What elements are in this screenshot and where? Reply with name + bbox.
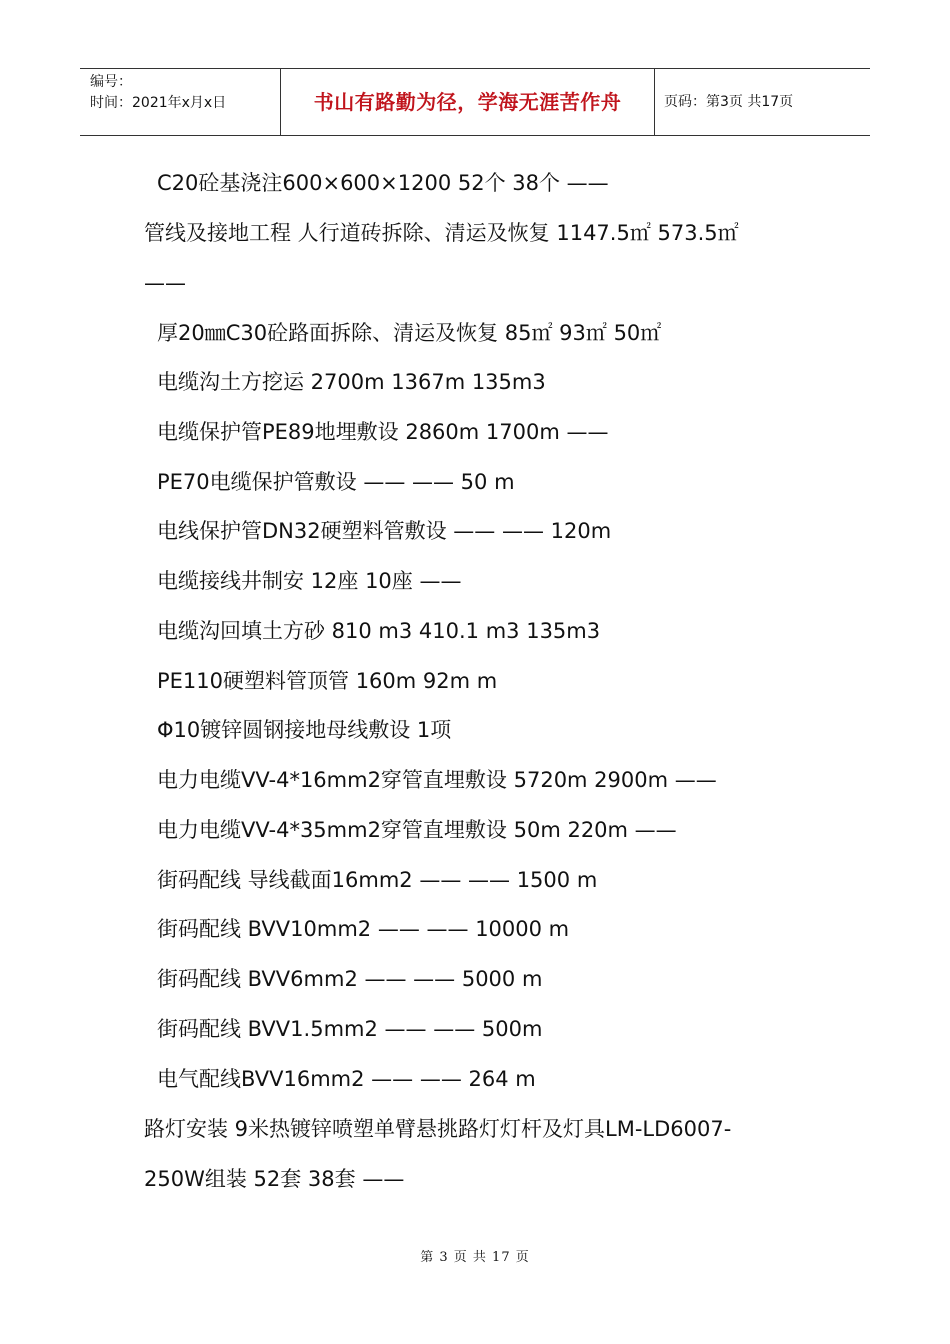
text-line: 电缆沟土方挖运 2700m 1367m 135m3 [157,370,546,394]
page-header [80,68,870,136]
text-line: 电缆接线井制安 12座 10座 —— [157,569,462,593]
text-line: 街码配线 BVV10mm2 —— —— 10000 m [157,917,570,941]
text-line: 电线保护管DN32硬塑料管敷设 —— —— 120m [157,519,612,543]
text-line: 厚20㎜C30砼路面拆除、清运及恢复 85㎡ 93㎡ 50㎡ [157,321,662,345]
text-line: 电气配线BVV16mm2 —— —— 264 m [157,1067,536,1091]
page-footer: 第 3 页 共 17 页 [420,1250,530,1265]
text-line: —— [144,271,186,295]
text-line: 电力电缆VV-4*35mm2穿管直埋敷设 50m 220m —— [157,818,677,842]
time-label: 时间：2021年x月x日 [90,95,227,111]
text-line: 电力电缆VV-4*16mm2穿管直埋敷设 5720m 2900m —— [157,768,717,792]
text-line: PE70电缆保护管敷设 —— —— 50 m [157,470,515,494]
text-line: 路灯安装 9米热镀锌喷塑单臂悬挑路灯灯杆及灯具LM-LD6007- [144,1117,732,1141]
text-line: Φ10镀锌圆钢接地母线敷设 1项 [157,718,452,742]
text-line: 250W组装 52套 38套 —— [144,1167,405,1191]
text-line: 电缆沟回填土方砂 810 m3 410.1 m3 135m3 [157,619,601,643]
text-line: 电缆保护管PE89地埋敷设 2860m 1700m —— [157,420,609,444]
header-meta-cell [80,69,281,135]
text-line: C20砼基浇注600×600×1200 52个 38个 —— [157,171,609,195]
text-line: PE110硬塑料管顶管 160m 92m m [157,669,498,693]
header-motto: 书山有路勤为径，学海无涯苦作舟 [281,69,655,135]
text-line: 街码配线 BVV6mm2 —— —— 5000 m [157,967,543,991]
code-label: 编号： [90,74,132,90]
header-page-info: 页码：第3页 共17页 [664,94,794,110]
text-line: 街码配线 导线截面16mm2 —— —— 1500 m [157,868,598,892]
text-line: 管线及接地工程 人行道砖拆除、清运及恢复 1147.5㎡ 573.5㎡ [144,221,739,245]
text-line: 街码配线 BVV1.5mm2 —— —— 500m [157,1017,543,1041]
